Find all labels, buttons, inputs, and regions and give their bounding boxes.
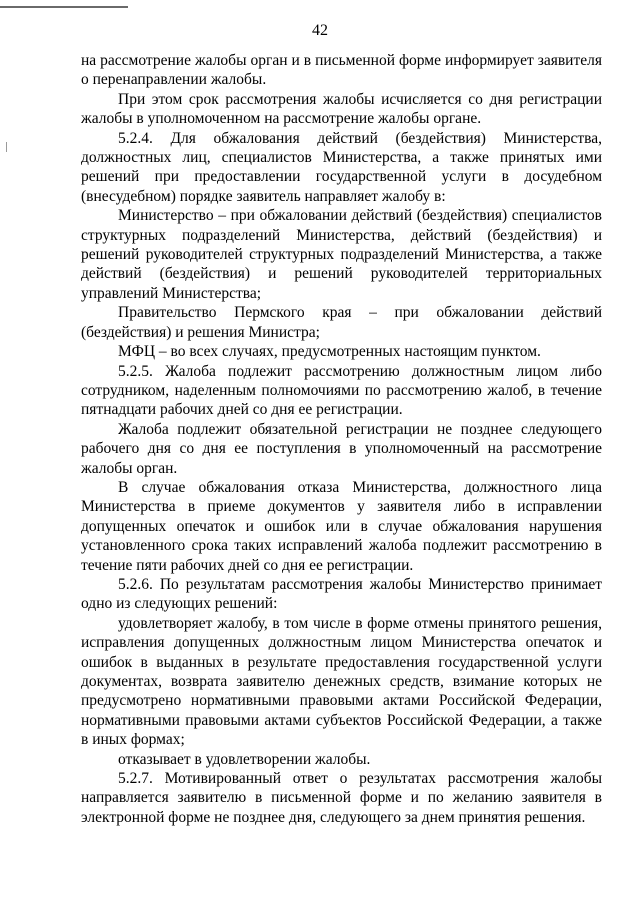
paragraph-ministry: Министерство – при обжаловании действий (бездействия) специалистов структурных подразделений Министерства, действий (бездействия) и решений руководителей структурных подразделений Министерства, а также действий (бездействия) и решений руководителей территориальных управлений Министерства; (81, 207, 602, 302)
paragraph-5-2-6: 5.2.6. По результатам рассмотрения жалобы Министерство принимает одно из следующих решений: (81, 575, 602, 613)
scan-artifact-line (0, 6, 128, 8)
scan-margin-mark (6, 142, 7, 152)
paragraph-mfc: МФЦ – во всех случаях, предусмотренных настоящим пунктом. (118, 343, 541, 361)
paragraph-satisfies: удовлетворяет жалобу, в том числе в форме отмены принятого решения, исправления допущенных должностным лицом Министерства опечаток и ошибок в выданных в результате предоставления государственной услуги документах, возврата заявителю денежных средств, взимание которых не предусмотрено нормативными правовыми актами Российской Федерации, нормативными правовыми актами субъектов Российской Федерации, а также в иных формах; (81, 614, 602, 749)
paragraph-5-2-7: 5.2.7. Мотивированный ответ о результатах рассмотрения жалобы направляется заявителю в письменной форме и по желанию заявителя в электронной форме не позднее дня, следующего за днем принятия решения. (81, 770, 602, 826)
paragraph-complaint-term: При этом срок рассмотрения жалобы исчисляется со дня регистрации жалобы в уполномоченном на рассмотрение жалобы органе. (81, 90, 602, 128)
document-body (81, 51, 602, 827)
page-number: 42 (312, 22, 328, 39)
paragraph-refuses: отказывает в удовлетворении жалобы. (118, 750, 371, 768)
paragraph-5-2-4: 5.2.4. Для обжалования действий (бездействия) Министерства, должностных лиц, специалистов Министерства, а также принятых ими решений при предоставлении государственной услуги в досудебном (внесудебном) порядке заявитель направляет жалобу в: (81, 129, 602, 205)
paragraph-government: Правительство Пермского края – при обжаловании действий (бездействия) и решения Министра; (81, 304, 602, 341)
paragraph-refusal-appeal: В случае обжалования отказа Министерства, должностного лица Министерства в приеме документов у заявителя либо в исправлении допущенных опечаток и ошибок или в случае обжалования нарушения установленного срока таких исправлений жалоба подлежит рассмотрению в течение пяти рабочих дней со дня ее регистрации. (81, 478, 602, 574)
paragraph-continuation: на рассмотрение жалобы орган и в письменной форме информирует заявителя о перенаправлении жалобы. (81, 52, 602, 89)
paragraph-5-2-5: 5.2.5. Жалоба подлежит рассмотрению должностным лицом либо сотрудником, наделенным полномочиями по рассмотрению жалоб, в течение пятнадцати рабочих дней со дня ее регистрации. (81, 362, 602, 419)
paragraph-registration: Жалоба подлежит обязательной регистрации не позднее следующего рабочего дня со дня ее поступления в уполномоченный на рассмотрение жалобы орган. (81, 420, 602, 477)
